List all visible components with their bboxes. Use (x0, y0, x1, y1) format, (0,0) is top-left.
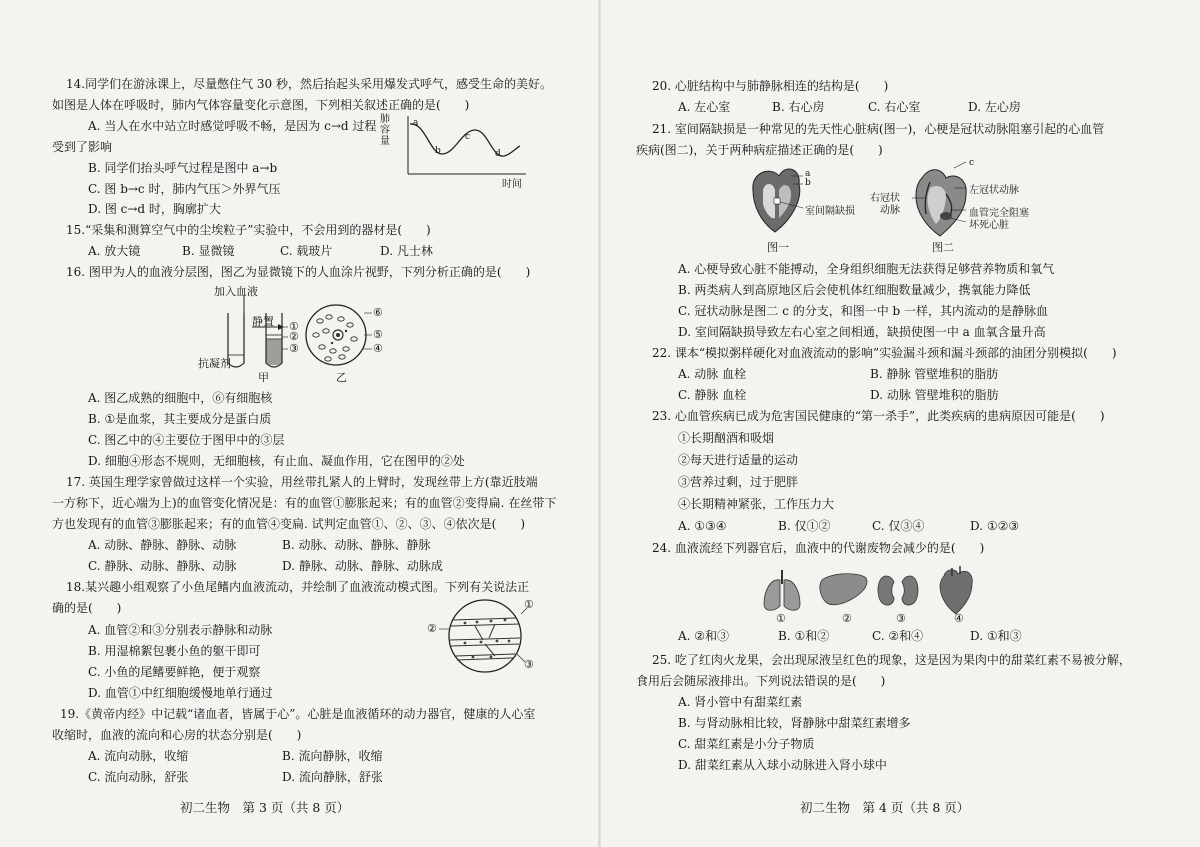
lung-volume-figure (380, 112, 530, 192)
fig2-necrosis-label: 坏死心脏 (969, 220, 1009, 231)
fig1-a-label: a (805, 169, 811, 179)
q20-option-b: B. 右心房 (772, 100, 825, 114)
q21-line2: 疾病(图二)，关于两种病症描述正确的是( ) (636, 143, 883, 157)
figure-y-label: 肺容量 (380, 114, 390, 147)
q20-stem: 20. 心脏结构中与肺静脉相连的结构是( ) (652, 79, 889, 93)
q14-option-c: C. 图 b→c 时，肺内气压＞外界气压 (88, 182, 281, 196)
heart-figure-1 (745, 160, 865, 255)
q23-item-1: ①长期酗酒和吸烟 (678, 431, 775, 445)
q18-option-c: C. 小鱼的尾鳍要鲜艳，便于观察 (88, 665, 261, 679)
fig1-b-label: b (805, 178, 811, 188)
kidneys-icon (878, 576, 918, 605)
add-blood-label: 加入血液 (214, 285, 258, 298)
heart-icon (940, 566, 972, 614)
exam-page-4 (600, 0, 1200, 847)
point-b-label: b (435, 146, 441, 156)
q20-option-a: A. 左心室 (678, 100, 731, 114)
q24-option-b: B. ①和② (778, 629, 830, 643)
q15-option-c: C. 载玻片 (280, 244, 333, 258)
figure-x-label: 时间 (502, 179, 522, 190)
q19-option-a: A. 流向动脉，收缩 (88, 749, 189, 763)
q22-option-c: C. 静脉 血栓 (678, 388, 747, 402)
q17-option-d: D. 静脉、动脉、静脉、动脉成 (282, 559, 443, 573)
page-footer: 初二生物 第 4 页（共 8 页） (800, 800, 970, 815)
organ-1-label: ① (776, 612, 786, 625)
q19-option-c: C. 流向动脉，舒张 (88, 770, 189, 784)
q25-option-c: C. 甜菜红素是小分子物质 (678, 737, 815, 751)
q17-line2: 一方称下，近心端为上)的血管变化情况是：有的血管①膨胀起来；有的血管②变得扁. 在丝带下 (52, 496, 557, 510)
point-d-label: d (495, 149, 501, 159)
anticoagulant-label: 抗凝剂 (198, 357, 231, 370)
fish-tail-blood-figure (425, 596, 535, 676)
vessel-3-label: ③ (524, 658, 534, 671)
point-c-label: c (465, 132, 471, 142)
q21-line1: 21. 室间隔缺损是一种常见的先天性心脏病(图一)，心梗是冠状动脉阻塞引起的心血管 (652, 122, 1105, 136)
q21-option-c: C. 冠状动脉是图二 c 的分支，和图一中 b 一样，其内流动的是静脉血 (678, 304, 1049, 318)
q23-item-2: ②每天进行适量的运动 (678, 453, 799, 467)
q16-option-d: D. 细胞④形态不规则，无细胞核，有止血、凝血作用，它在图甲的②处 (88, 454, 465, 468)
q19-option-d: D. 流向静脉，舒张 (282, 770, 383, 784)
still-label: 静置 (252, 315, 274, 328)
q20-option-d: D. 左心房 (968, 100, 1021, 114)
q14-stem-line1: 14.同学们在游泳课上，尽量憋住气 30 秒，然后抬起头采用爆发式呼气，感受生命的美好。 (66, 77, 552, 91)
q24-option-d: D. ①和③ (970, 629, 1022, 643)
q16-stem: 16. 图甲为人的血液分层图，图乙为显微镜下的人血涂片视野，下列分析正确的是( ) (66, 265, 531, 279)
organ-3-label: ③ (896, 612, 906, 625)
q15-option-b: B. 显微镜 (182, 244, 235, 258)
q18-line1: 18.某兴趣小组观察了小鱼尾鳍内血液流动，并绘制了血液流动模式图。下列有关说法正 (66, 580, 530, 594)
q25-line1: 25. 吃了红肉火龙果，会出现尿液呈红色的现象，这是因为果肉中的甜菜红素不易被分解， (652, 653, 1131, 667)
q24-option-a: A. ②和③ (678, 629, 730, 643)
q21-option-d: D. 室间隔缺损导致左右心室之间相通，缺损使图一中 a 血氧含量升高 (678, 325, 1046, 339)
blood-layer-figure (196, 283, 396, 383)
q22-stem: 22. 课本“模拟粥样硬化对血液流动的影响”实验漏斗颈和漏斗颈部的油团分别模拟( ) (652, 346, 1117, 360)
fig2-c-label: c (969, 158, 975, 168)
q17-line1: 17. 英国生理学家曾做过这样一个实验，用丝带扎紧人的上臂时，发现丝带上方(靠近肢端 (66, 475, 538, 489)
q20-option-c: C. 右心室 (868, 100, 921, 114)
q25-option-b: B. 与肾动脉相比较，肾静脉中甜菜红素增多 (678, 716, 911, 730)
liver-icon (820, 574, 867, 605)
fig2-right-coronary-label: 右冠状 (870, 193, 900, 204)
q14-stem-line2: 如图是人体在呼吸时，肺内气体容量变化示意图，下列相关叙述正确的是( ) (52, 98, 470, 112)
q17-line3: 方也发现有的血管③膨胀起来；有的血管④变扁. 试判定血管①、②、③、④依次是( ) (52, 517, 525, 531)
fig2-caption: 图二 (932, 241, 954, 254)
q19-option-b: B. 流向静脉，收缩 (282, 749, 383, 763)
q25-option-d: D. 甜菜红素从入球小动脉进入肾小球中 (678, 758, 887, 772)
fig1-defect-label: 室间隔缺损 (805, 206, 855, 217)
q16-option-c: C. 图乙中的④主要位于图甲中的③层 (88, 433, 285, 447)
q23-item-3: ③营养过剩，过于肥胖 (678, 475, 799, 489)
cell-6-label: ⑥ (373, 306, 383, 319)
q23-option-b: B. 仅①② (778, 519, 831, 533)
layer-1-label: ① (289, 320, 299, 333)
q15-stem: 15.“采集和测算空气中的尘埃粒子”实验中，不会用到的器材是( ) (66, 223, 431, 237)
q17-option-c: C. 静脉、动脉、静脉、动脉 (88, 559, 237, 573)
cell-5-label: ⑤ (373, 328, 383, 341)
q18-option-a: A. 血管②和③分别表示静脉和动脉 (88, 623, 273, 637)
q17-option-a: A. 动脉、静脉、静脉、动脉 (88, 538, 237, 552)
q23-item-4: ④长期精神紧张，工作压力大 (678, 497, 835, 511)
figure-yi-caption: 乙 (336, 371, 347, 384)
q14-option-a-cont: 受到了影响 (52, 140, 113, 154)
q19-line1: 19.《黄帝内经》中记载“诸血者，皆属于心”。心脏是血液循环的动力器官，健康的人心室 (60, 707, 536, 721)
layer-3-label: ③ (289, 342, 299, 355)
q25-line2: 食用后会随尿液排出。下列说法错误的是( ) (636, 674, 886, 688)
q18-option-b: B. 用湿棉絮包裹小鱼的躯干即可 (88, 644, 261, 658)
cell-4-label: ④ (373, 342, 383, 355)
point-a-label: a (413, 118, 419, 128)
q18-line2: 确的是( ) (52, 601, 122, 615)
q15-option-d: D. 凡士林 (380, 244, 433, 258)
q19-line2: 收缩时，血液的流向和心房的状态分别是( ) (52, 728, 302, 742)
organs-figure (760, 562, 990, 624)
q15-option-a: A. 放大镜 (88, 244, 141, 258)
q23-option-a: A. ①③④ (678, 519, 727, 533)
vessel-1-label: ① (524, 598, 534, 611)
q21-option-b: B. 两类病人到高原地区后会使机体红细胞数量减少，携氧能力降低 (678, 283, 1031, 297)
fig2-right-coronary-label-cont: 动脉 (880, 205, 900, 216)
q17-option-b: B. 动脉、动脉、静脉、静脉 (282, 538, 431, 552)
q22-option-b: B. 静脉 管壁堆积的脂肪 (870, 367, 999, 381)
organ-2-label: ② (842, 612, 852, 625)
q14-option-a: A. 当人在水中站立时感觉呼吸不畅，是因为 c→d 过程 (88, 119, 377, 133)
q23-stem: 23. 心血管疾病已成为危害国民健康的“第一杀手”，此类疾病的患病原因可能是( ) (652, 409, 1105, 423)
q24-option-c: C. ②和④ (872, 629, 924, 643)
q23-option-d: D. ①②③ (970, 519, 1020, 533)
layer-2-label: ② (289, 330, 299, 343)
vessel-2-label: ② (427, 622, 437, 635)
lungs-icon (764, 570, 800, 610)
q14-option-d: D. 图 c→d 时，胸廓扩大 (88, 202, 221, 216)
fig2-blocked-label: 血管完全阻塞 (969, 208, 1029, 219)
q24-stem: 24. 血液流经下列器官后，血液中的代谢废物会减少的是( ) (652, 541, 985, 555)
q16-option-b: B. ①是血浆，其主要成分是蛋白质 (88, 412, 272, 426)
q22-option-d: D. 动脉 管壁堆积的脂肪 (870, 388, 999, 402)
q25-option-a: A. 肾小管中有甜菜红素 (678, 695, 803, 709)
q22-option-a: A. 动脉 血栓 (678, 367, 747, 381)
q23-option-c: C. 仅③④ (872, 519, 925, 533)
organ-4-label: ④ (954, 612, 964, 625)
fig1-caption: 图一 (767, 241, 789, 254)
q21-option-a: A. 心梗导致心脏不能搏动，全身组织细胞无法获得足够营养物质和氧气 (678, 262, 1055, 276)
fig2-left-coronary-label: 左冠状动脉 (969, 185, 1019, 196)
page-footer: 初二生物 第 3 页（共 8 页） (180, 800, 350, 815)
q16-option-a: A. 图乙成熟的细胞中，⑥有细胞核 (88, 391, 273, 405)
figure-jia-caption: 甲 (258, 371, 269, 384)
q18-option-d: D. 血管①中红细胞缓慢地单行通过 (88, 686, 273, 700)
q14-option-b: B. 同学们抬头呼气过程是图中 a→b (88, 161, 278, 175)
heart-figure-2 (870, 158, 1029, 255)
